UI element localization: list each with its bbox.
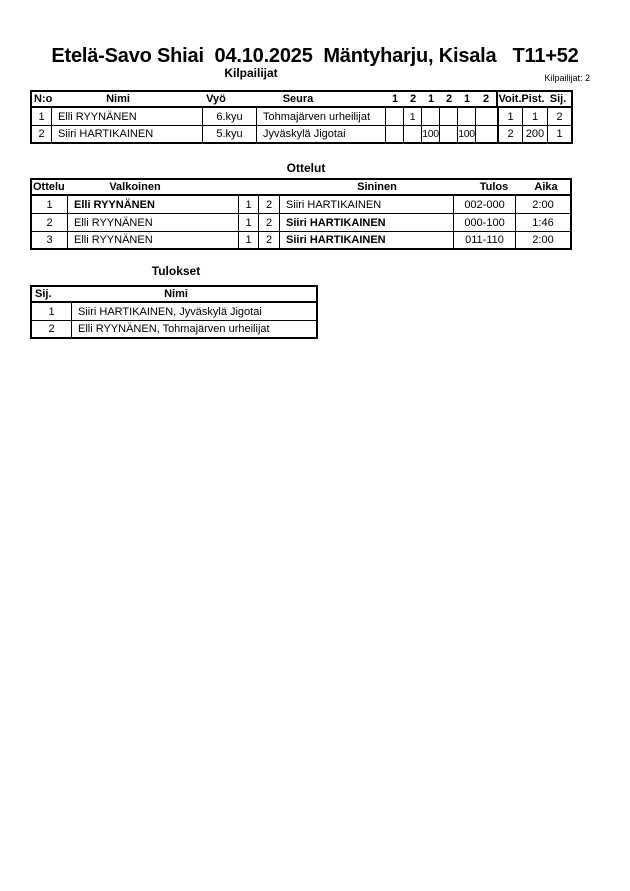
section-title-ottelut: Ottelut bbox=[286, 161, 326, 175]
cell-vyo: 6.kyu bbox=[203, 108, 257, 126]
col-header-nimi: Nimi bbox=[164, 288, 188, 300]
header-group-divider bbox=[496, 92, 498, 106]
col-header-ottelu: Ottelu bbox=[33, 181, 65, 193]
cell-blue-name: Siiri HARTIKAINEN bbox=[280, 214, 454, 232]
cell-nimi: Siiri HARTIKAINEN bbox=[52, 126, 203, 142]
col-header-voit: Voit. bbox=[498, 93, 522, 105]
cell-match-3: 100 bbox=[422, 128, 439, 140]
cell-match-no: 2 bbox=[32, 214, 68, 232]
cell-match-no: 1 bbox=[32, 196, 68, 214]
section-title-tulokset: Tulokset bbox=[151, 264, 201, 278]
col-header-aika: Aika bbox=[534, 181, 558, 193]
col-header-nimi: Nimi bbox=[106, 93, 130, 105]
competitors-table-header bbox=[32, 92, 571, 108]
cell-score-2: 2 bbox=[259, 214, 280, 232]
cell-sij: 2 bbox=[548, 108, 571, 126]
cell-match-1 bbox=[386, 108, 404, 126]
cell-score-1: 1 bbox=[239, 232, 259, 248]
cell-nimi: Elli RYYNÄNEN bbox=[52, 108, 203, 126]
col-header-m2: 2 bbox=[409, 93, 417, 105]
section-title-kilpailijat: Kilpailijat bbox=[224, 66, 278, 80]
cell-score-1: 1 bbox=[239, 196, 259, 214]
cell-score-2: 2 bbox=[259, 196, 280, 214]
cell-result: 011-110 bbox=[454, 232, 516, 248]
col-header-tulos: Tulos bbox=[479, 181, 509, 193]
col-header-m3: 1 bbox=[427, 93, 435, 105]
cell-rank: 1 bbox=[32, 303, 72, 321]
cell-time: 2:00 bbox=[532, 234, 554, 246]
col-header-seura: Seura bbox=[282, 93, 314, 105]
cell-voit: 1 bbox=[497, 108, 523, 126]
cell-match-4 bbox=[440, 126, 458, 142]
col-header-sij: Sij. bbox=[35, 288, 52, 300]
cell-vyo: 5.kyu bbox=[203, 126, 257, 142]
cell-time: 2:00 bbox=[516, 196, 570, 214]
col-header-m4: 2 bbox=[445, 93, 453, 105]
cell-white-name: Elli RYYNÄNEN bbox=[68, 232, 239, 248]
page-title: Etelä-Savo Shiai 04.10.2025 Mäntyharju, Kisala T11+52 bbox=[51, 45, 579, 67]
matches-table bbox=[30, 178, 572, 250]
cell-rank: 2 bbox=[32, 321, 72, 337]
cell-white-name: Elli RYYNÄNEN bbox=[68, 196, 239, 214]
cell-name: Elli RYYNÄNEN, Tohmajärven urheilijat bbox=[78, 323, 270, 335]
col-header-sij: Sij. bbox=[549, 93, 567, 105]
cell-time: 1:46 bbox=[516, 214, 570, 232]
competitors-table bbox=[30, 90, 573, 144]
cell-match-no: 3 bbox=[32, 232, 68, 248]
cell-blue-name: Siiri HARTIKAINEN bbox=[280, 196, 454, 214]
cell-match-4 bbox=[440, 108, 458, 126]
col-header-vyo: Vyö bbox=[206, 93, 226, 105]
cell-result: 000-100 bbox=[454, 214, 516, 232]
cell-no: 2 bbox=[32, 126, 52, 142]
cell-result: 002-000 bbox=[454, 196, 516, 214]
col-header-m5: 1 bbox=[463, 93, 471, 105]
col-header-valkoinen: Valkoinen bbox=[109, 181, 161, 193]
cell-match-3 bbox=[422, 108, 440, 126]
col-header-no: N:o bbox=[34, 93, 53, 105]
cell-pist: 1 bbox=[523, 108, 548, 126]
cell-seura: Tohmajärven urheilijat bbox=[257, 108, 386, 126]
col-header-sininen: Sininen bbox=[357, 181, 397, 193]
cell-seura: Jyväskylä Jigotai bbox=[257, 126, 386, 142]
cell-pist: 200 bbox=[523, 126, 548, 142]
cell-blue-name: Siiri HARTIKAINEN bbox=[280, 232, 454, 248]
cell-name: Siiri HARTIKAINEN, Jyväskylä Jigotai bbox=[72, 303, 316, 321]
cell-score-2: 2 bbox=[259, 232, 280, 248]
cell-sij: 1 bbox=[556, 128, 563, 140]
col-header-m6: 2 bbox=[482, 93, 490, 105]
col-header-pist: Pist. bbox=[521, 93, 545, 105]
cell-match-6 bbox=[476, 126, 497, 142]
cell-no: 1 bbox=[32, 108, 52, 126]
col-header-m1: 1 bbox=[391, 93, 399, 105]
competitors-count: Kilpailijat: 2 bbox=[544, 73, 590, 83]
matches-table-header bbox=[32, 180, 570, 196]
cell-match-2: 1 bbox=[404, 108, 422, 126]
cell-match-6 bbox=[476, 108, 497, 126]
results-table bbox=[30, 285, 318, 339]
cell-match-1 bbox=[386, 126, 404, 142]
cell-match-5: 100 bbox=[458, 128, 475, 140]
cell-white-name: Elli RYYNÄNEN bbox=[68, 214, 239, 232]
cell-score-1: 1 bbox=[239, 214, 259, 232]
cell-voit: 2 bbox=[497, 126, 523, 142]
results-table-header bbox=[32, 287, 316, 303]
cell-match-2 bbox=[404, 126, 422, 142]
cell-match-5 bbox=[458, 108, 476, 126]
